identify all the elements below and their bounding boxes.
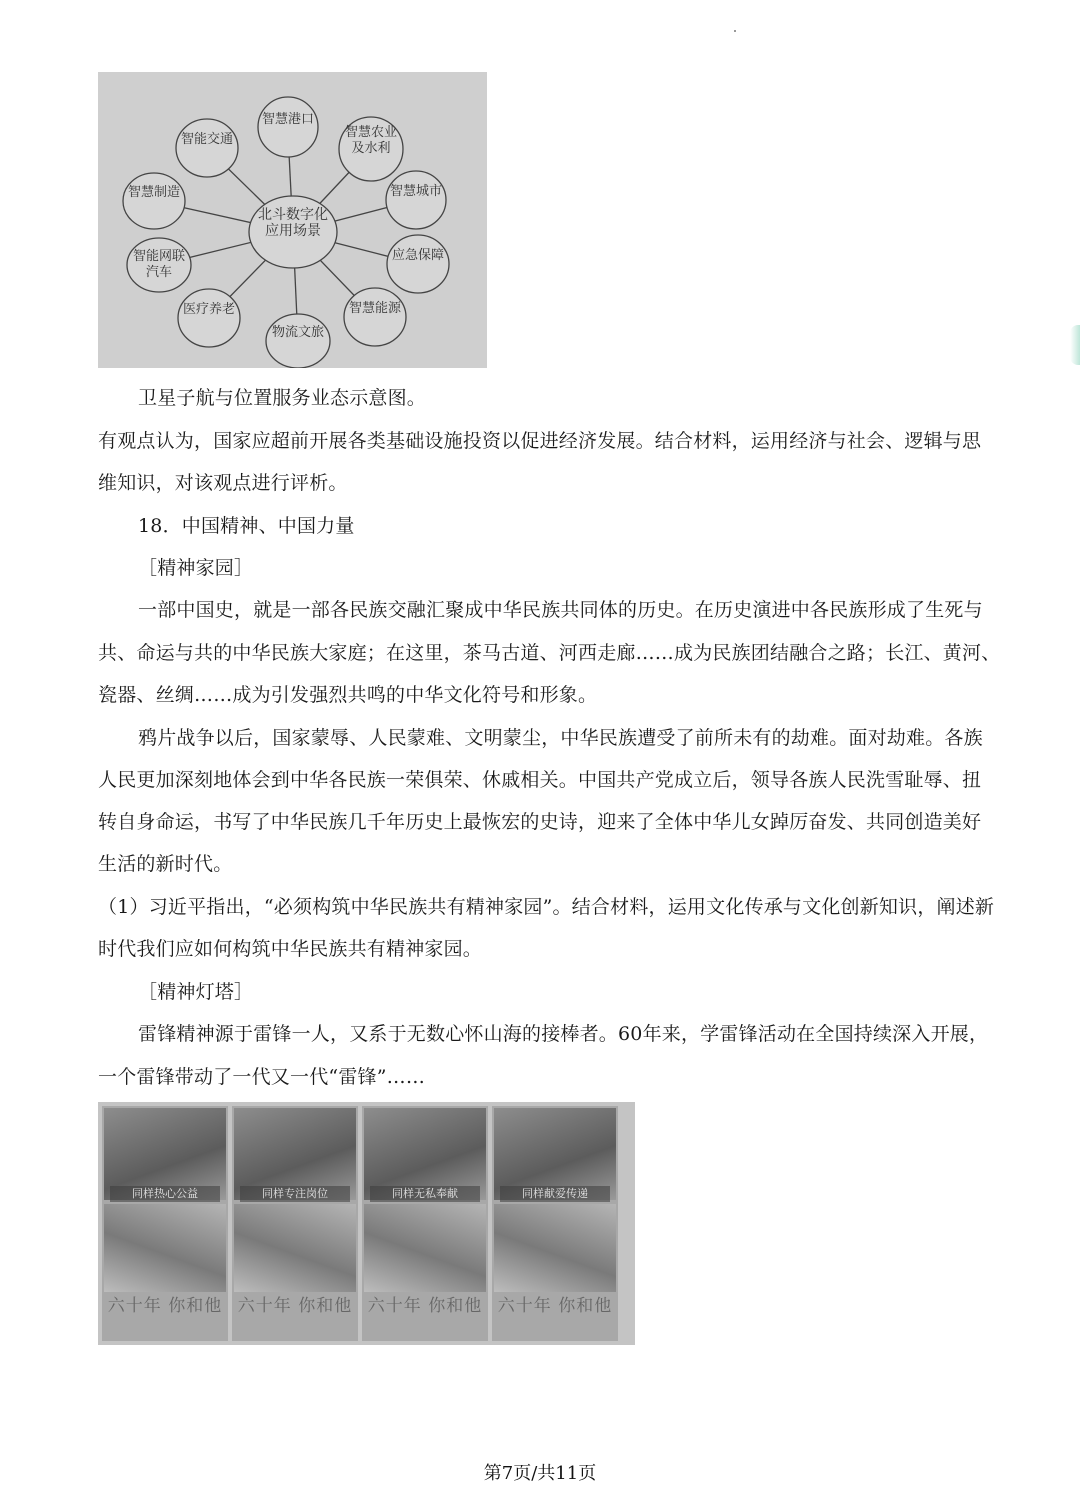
q17-text-2: 维知识，对该观点进行评析。: [98, 472, 348, 494]
para1-line3: 瓷器、丝绸……成为引发强烈共鸣的中华文化符号和形象。: [98, 684, 598, 706]
para3-line2: 一个雷锋带动了一代又一代“雷锋”……: [98, 1066, 426, 1088]
node-smart-traffic: 智能交通: [181, 132, 234, 147]
section-spirit-lighthouse: ［精神灯塔］: [138, 981, 254, 1003]
question1-line1: （1）习近平指出，“必须构筑中华民族共有精神家园”。结合材料，运用文化传承与文化创新知识，阐述新: [98, 896, 995, 918]
node-smart-port: 智慧港口: [262, 112, 315, 127]
question1-line2: 时代我们应如何构筑中华民族共有精神家园。: [98, 938, 483, 960]
node-medical: 医疗养老: [183, 302, 236, 317]
para2-line1: 鸦片战争以后，国家蒙辱、人民蒙难、文明蒙尘，中华民族遭受了前所未有的劫难。面对劫难。各族: [138, 727, 983, 749]
panel-caption: 六十年 你和他: [107, 1296, 223, 1316]
collage-panel: [102, 1106, 228, 1341]
panel-caption: 六十年 你和他: [497, 1296, 613, 1316]
center-node: 北斗数字化应用场景: [258, 207, 328, 239]
panel-photo: [234, 1204, 356, 1292]
q17-text-1: 有观点认为，国家应超前开展各类基础设施投资以促进经济发展。结合材料，运用经济与社会、逻辑与思: [98, 430, 982, 452]
node-smart-agri: 智慧农业及水利: [344, 125, 397, 156]
panel-band-text: 同样热心公益: [110, 1186, 220, 1202]
leifeng-collage: [98, 1102, 635, 1345]
node-smart-city: 智慧城市: [390, 184, 443, 199]
node-smart-car: 智能网联汽车: [132, 249, 185, 280]
page-number: 第7页/共11页: [483, 1463, 597, 1484]
para1-line2: 共、命运与共的中华民族大家庭；在这里，茶马古道、河西走廊……成为民族团结融合之路；长江、黄河、: [98, 642, 1001, 664]
collage-panel: [492, 1106, 618, 1341]
collage-panel: [232, 1106, 358, 1341]
panel-band-text: 同样专注岗位: [240, 1186, 350, 1202]
panel-caption: 六十年 你和他: [237, 1296, 353, 1316]
node-smart-energy: 智慧能源: [349, 301, 402, 316]
panel-photo: [364, 1204, 486, 1292]
section-spirit-home: ［精神家园］: [138, 557, 254, 579]
para3-line1: 雷锋精神源于雷锋一人，又系于无数心怀山海的接棒者。60年来，学雷锋活动在全国持续深入开展，: [138, 1023, 989, 1045]
panel-band-text: 同样献爱传递: [500, 1186, 610, 1202]
diagram-caption: 卫星子航与位置服务业态示意图。: [138, 387, 427, 409]
para2-line2: 人民更加深刻地体会到中华各民族一荣俱荣、休戚相关。中国共产党成立后，领导各族人民洗雪耻辱、扭: [98, 769, 982, 791]
node-smart-manufacturing: 智慧制造: [128, 185, 181, 200]
edge-mark: [1070, 325, 1080, 365]
panel-photo: [494, 1204, 616, 1292]
panel-band-text: 同样无私奉献: [370, 1186, 480, 1202]
para1-line1: 一部中国史，就是一部各民族交融汇聚成中华民族共同体的历史。在历史演进中各民族形成了生死与: [138, 599, 983, 621]
panel-caption: 六十年 你和他: [367, 1296, 483, 1316]
scan-dot: [734, 30, 736, 32]
node-emergency: 应急保障: [392, 248, 445, 263]
para2-line4: 生活的新时代。: [98, 853, 233, 875]
collage-panel: [362, 1106, 488, 1341]
panel-photo: [104, 1204, 226, 1292]
q18-title: 18．中国精神、中国力量: [138, 515, 355, 537]
para2-line3: 转自身命运，书写了中华民族几千年历史上最恢宏的史诗，迎来了全体中华儿女踔厉奋发、共同创造美好: [98, 811, 982, 833]
beidou-diagram: [98, 72, 487, 368]
node-logistics: 物流文旅: [272, 325, 325, 340]
